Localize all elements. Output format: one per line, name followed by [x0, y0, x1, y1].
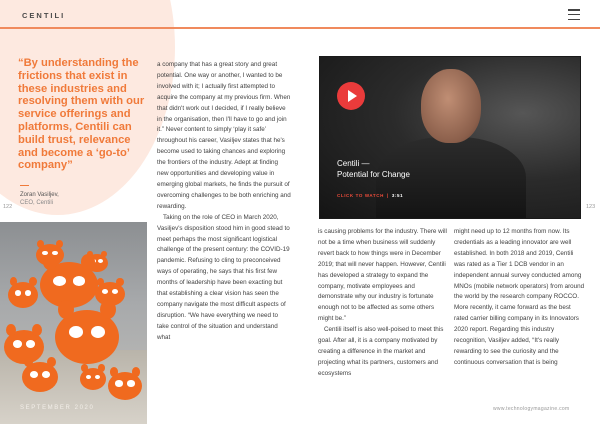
mascot-toy: [55, 310, 119, 364]
header-divider: [0, 27, 600, 29]
quote-attribution-name: Zoran Vasiljev,: [20, 192, 59, 198]
mascot-toy: [22, 362, 58, 392]
mascot-toy: [108, 372, 142, 400]
quote-divider: [20, 185, 29, 186]
hamburger-menu-icon[interactable]: [568, 9, 580, 20]
video-title-line1: Centili —: [337, 159, 370, 168]
cta-separator: |: [386, 193, 389, 198]
click-to-watch-label[interactable]: CLICK TO WATCH: [337, 193, 384, 198]
video-player[interactable]: [319, 56, 581, 219]
video-title-line2: Potential for Change: [337, 169, 410, 179]
article-column-1: [157, 60, 291, 344]
page-number-right: 123: [586, 204, 596, 210]
video-cta[interactable]: [337, 193, 403, 198]
article-paragraph: Taking on the role of CEO in March 2020, Vasiljev's disposition stood him in good stead to meet perhaps the most significant logistical challenge of the present century: the COVID-19 pandemic. Refusing to cling to preconceived ways of operating, he says that his first few months of leadership have been exacting but that establishing a clear vision has seen the company navigate the most difficult aspects of disruption. “We have everything we need to take control of the situation and understand what: [157, 213, 290, 341]
quote-attribution-title: CEO, Centili: [20, 200, 54, 206]
issue-date: SEPTEMBER 2020: [20, 405, 95, 411]
article-column-3: [454, 227, 586, 369]
footer-url[interactable]: www.technologymagazine.com: [493, 406, 570, 412]
article-paragraph: Centili itself is also well-poised to meet this goal. After all, it is a company motivated by creating a difference in the market and projecting what its partners, customers and ecosystems: [318, 326, 444, 377]
article-column-2: [318, 227, 448, 380]
page-number-left: 122: [3, 204, 13, 210]
mascot-toy: [8, 282, 38, 308]
header-brand[interactable]: CENTILI: [22, 11, 66, 20]
video-title: [337, 159, 410, 180]
article-paragraph: might need up to 12 months from now. Its credentials as a leading innovator are well established. In both 2018 and 2019, Centili was rated as a Tier 1 DCB vendor in an independent annual survey conducted among MNOs (mobile network operators) from around the world by the research company ROCCO. More recently, it came forward as the best rated carrier billing company in its Innovators 2020 report. Regarding this industry recognition, Vasiljev added, “It's really rewarding to see the curiosity and the continuous conversation that is being: [454, 228, 585, 366]
video-person-head: [421, 69, 481, 143]
mascot-toys-photo: [0, 222, 147, 424]
pull-quote: “By understanding the frictions that exist in these industries and resolving them with our service offerings and platforms, Centili can build trust, relevance and become a ‘go-to’ company”: [18, 57, 145, 172]
mascot-toy: [80, 368, 106, 390]
article-paragraph: is causing problems for the industry. There will not be a time when business will suddenly revert back to how things were in December 2019; that will never happen. However, Centili has developed a strategy to expand the company, motivate employees and demonstrate why our industry is fortunate enough not to be affected as some others might be.”: [318, 228, 447, 323]
article-paragraph: a company that has a great story and great potential. One way or another, I wanted to be involved with it; I actually first attempted to acquire the company at my previous firm. When that didn't work out I decided, if I really believe in the organisation, then I'll have to go and join it.” Never content to simply ‘play it safe’ throughout his career, Vasiljev states that he's become used to taking chances and exploring the frontiers of the industry. Adept at finding new opportunities and developing value in emerging global markets, he finds the pursuit of overcoming challenges to be both enriching and rewarding.: [157, 61, 291, 210]
play-icon[interactable]: [337, 82, 365, 110]
video-duration: 3:51: [391, 193, 404, 198]
